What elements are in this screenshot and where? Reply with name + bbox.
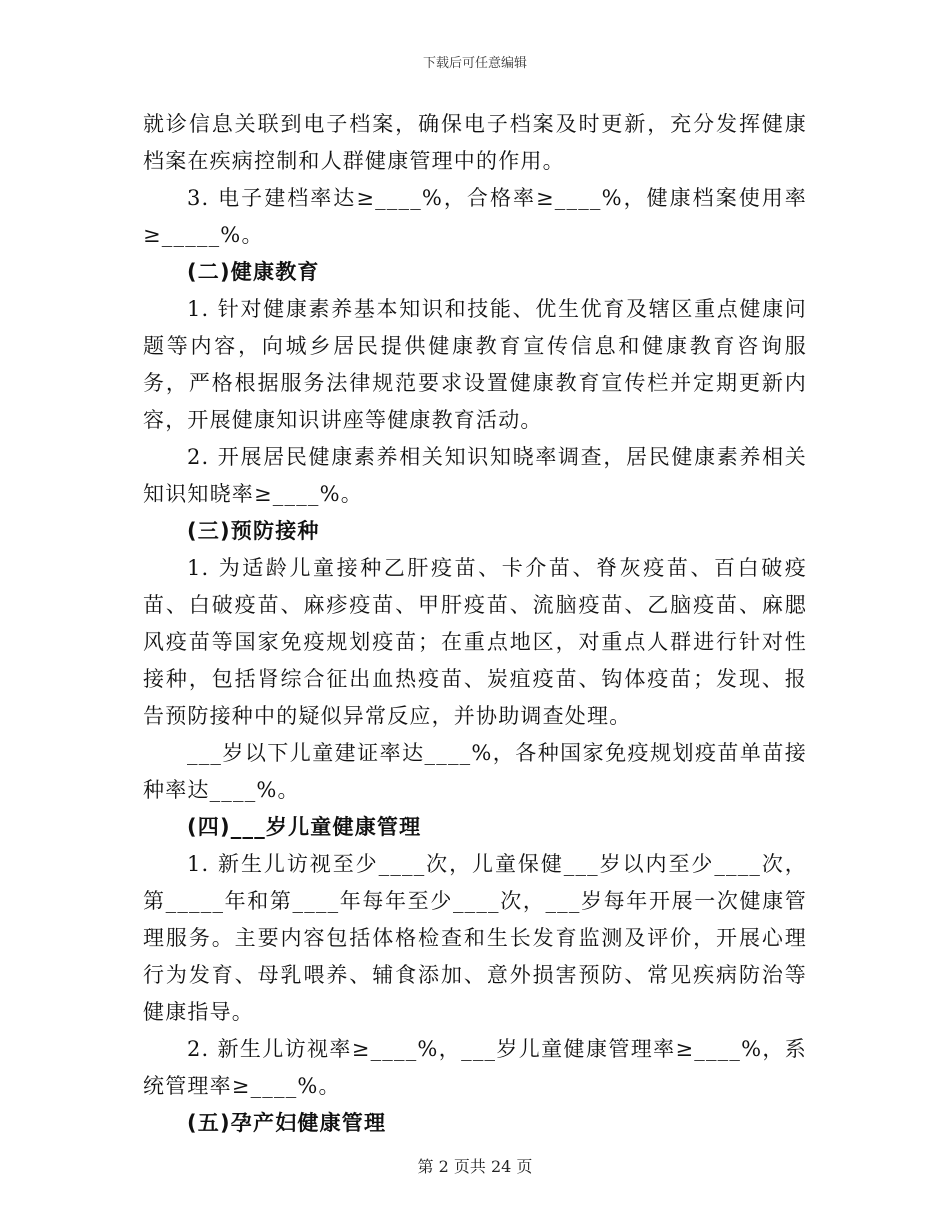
paragraph-vaccination-1: 1. 为适龄儿童接种乙肝疫苗、卡介苗、脊灰疫苗、百白破疫苗、白破疫苗、麻疹疫苗、甲肝疫苗、流脑疫苗、乙脑疫苗、麻腮风疫苗等国家免疫规划疫苗；在重点地区，对重点人群进行针对性接种，包括肾综合征出血热疫苗、炭疽疫苗、钩体疫苗；发现、报告预防接种中的疑似异常反应，并协助调查处理。 — [143, 556, 807, 728]
paragraph-child-health-1: 1. 新生儿访视至少____次，儿童保健___岁以内至少____次，第_____年和第____年每年至少____次，___岁每年开展一次健康管理服务。主要内容包括体格检查和生长发育监测及评价，开展心理行为发育、母乳喂养、辅食添加、意外损害预防、常见疾病防治等健康指导。 — [143, 852, 807, 1024]
section-heading-maternal-health: (五)孕产妇健康管理 — [187, 1111, 387, 1135]
section-heading-health-education: (二)健康教育 — [187, 260, 320, 284]
page-number: 第 2 页共 24 页 — [417, 1157, 533, 1176]
section-heading-child-health: (四)___岁儿童健康管理 — [187, 815, 422, 839]
paragraph-health-education-1: 1. 针对健康素养基本知识和技能、优生优育及辖区重点健康问题等内容，向城乡居民提供健康教育宣传信息和健康教育咨询服务，严格根据服务法律规范要求设置健康教育宣传栏并定期更新内容，开展健康知识讲座等健康教育活动。 — [143, 297, 807, 432]
paragraph-archive-continuation: 就诊信息关联到电子档案，确保电子档案及时更新，充分发挥健康档案在疾病控制和人群健康管理中的作用。 — [143, 112, 807, 173]
section-heading-vaccination: (三)预防接种 — [187, 519, 320, 543]
document-body — [143, 106, 807, 1142]
paragraph-vaccination-rates: ___岁以下儿童建证率达____%，各种国家免疫规划疫苗单苗接种率达____%。 — [143, 741, 807, 802]
paragraph-archive-rates: 3. 电子建档率达≥____%，合格率≥____%，健康档案使用率≥_____%。 — [143, 186, 807, 247]
paragraph-health-education-2: 2. 开展居民健康素养相关知识知晓率调查，居民健康素养相关知识知晓率≥____%。 — [143, 445, 807, 506]
paragraph-child-health-2: 2. 新生儿访视率≥____%，___岁儿童健康管理率≥____%，系统管理率≥____%。 — [143, 1037, 807, 1098]
page-header-note: 下载后可任意编辑 — [422, 56, 527, 71]
